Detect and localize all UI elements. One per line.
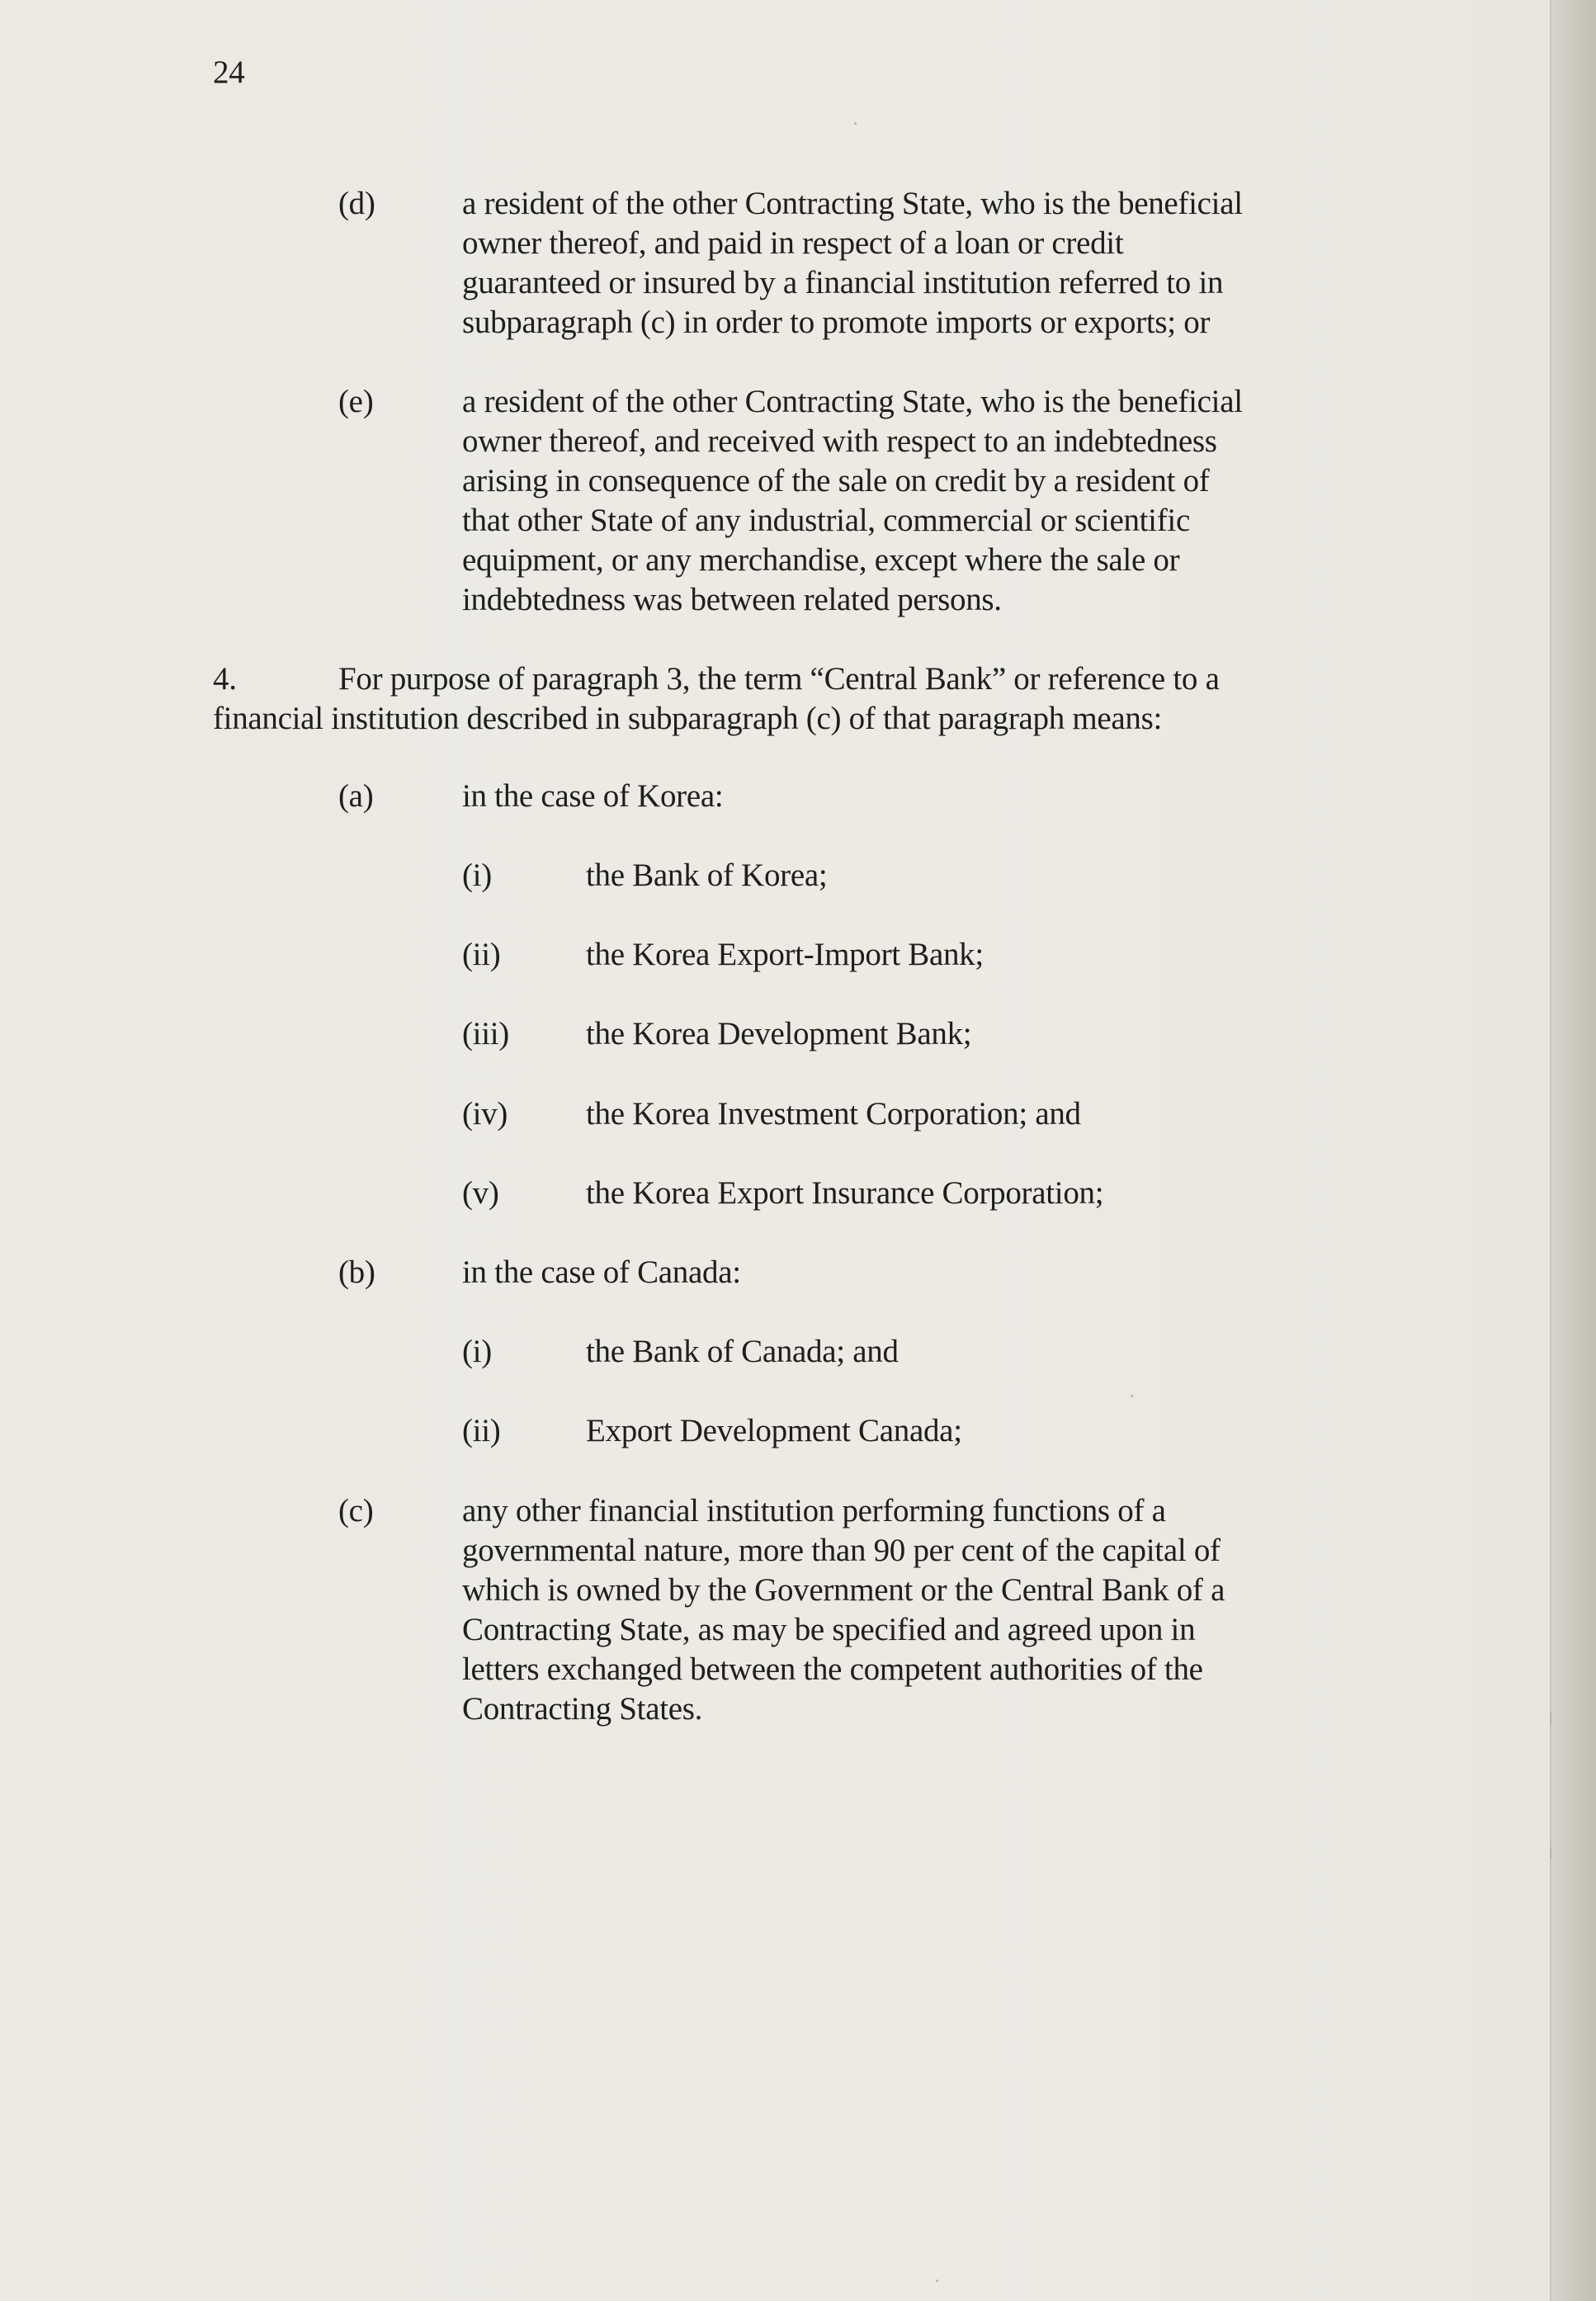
canada-item-text: Export Development Canada; [586,1413,962,1448]
sub-c-text [462,1491,1225,1729]
item-e-line: arising in consequence of the sale on credit by a resident of [462,463,1210,498]
item-d-text [462,184,1243,343]
item-d-line: subparagraph (c) in order to promote imports or exports; or [462,305,1211,340]
item-d-line: owner thereof, and paid in respect of a loan or credit [462,225,1124,261]
paragraph-4-line: financial institution described in subparagraph (c) of that paragraph means: [213,701,1163,736]
canada-item-label: (i) [462,1334,492,1369]
korea-item-text: the Bank of Korea; [586,858,828,893]
paper-speck [936,2280,938,2282]
item-e-line: a resident of the other Contracting State, who is the beneficial [462,384,1243,419]
canada-item-text: the Bank of Canada; and [586,1334,899,1369]
sub-a-text: in the case of Korea: [462,778,724,814]
page-number: 24 [213,54,245,90]
item-e-line: owner thereof, and received with respect to an indebtedness [462,423,1217,459]
sub-c-line: Contracting States. [462,1691,703,1727]
item-e-label: (e) [338,384,374,419]
item-d-line: a resident of the other Contracting State, who is the beneficial [462,186,1243,221]
sub-c-line: letters exchanged between the competent authorities of the [462,1651,1203,1687]
sub-c-line: Contracting State, as may be specified and agreed upon in [462,1612,1196,1647]
korea-item-label: (iii) [462,1016,509,1051]
korea-item-label: (ii) [462,937,501,972]
page-binding-edge [1551,0,1596,2301]
paragraph-4-line: For purpose of paragraph 3, the term “Central Bank” or reference to a [338,661,1220,697]
korea-item-label: (v) [462,1175,499,1211]
sub-b-label: (b) [338,1254,375,1290]
item-e-line: that other State of any industrial, commercial or scientific [462,503,1190,538]
sub-c-label: (c) [338,1493,374,1528]
paper-speck [1550,1847,1551,1859]
korea-item-text: the Korea Export Insurance Corporation; [586,1175,1104,1211]
item-d-label: (d) [338,186,375,221]
sub-c-line: any other financial institution performing functions of a [462,1493,1166,1528]
korea-item-text: the Korea Investment Corporation; and [586,1096,1081,1132]
paper-speck [1550,1713,1551,1724]
korea-item-label: (iv) [462,1096,508,1132]
korea-item-text: the Korea Development Bank; [586,1016,972,1051]
sub-b-text: in the case of Canada: [462,1254,741,1290]
item-e-line: equipment, or any merchandise, except where the sale or [462,542,1180,578]
sub-a-label: (a) [338,778,374,814]
paragraph-4-number: 4. [213,661,237,697]
korea-item-text: the Korea Export-Import Bank; [586,937,984,972]
sub-c-line: which is owned by the Government or the Central Bank of a [462,1572,1225,1608]
paper-speck [1131,1395,1133,1397]
item-e-text [462,382,1243,620]
sub-c-line: governmental nature, more than 90 per cent of the capital of [462,1533,1221,1568]
paper-speck [854,122,857,125]
korea-item-label: (i) [462,858,492,893]
item-e-line: indebtedness was between related persons. [462,582,1002,617]
canada-item-label: (ii) [462,1413,501,1448]
item-d-line: guaranteed or insured by a financial institution referred to in [462,265,1224,300]
